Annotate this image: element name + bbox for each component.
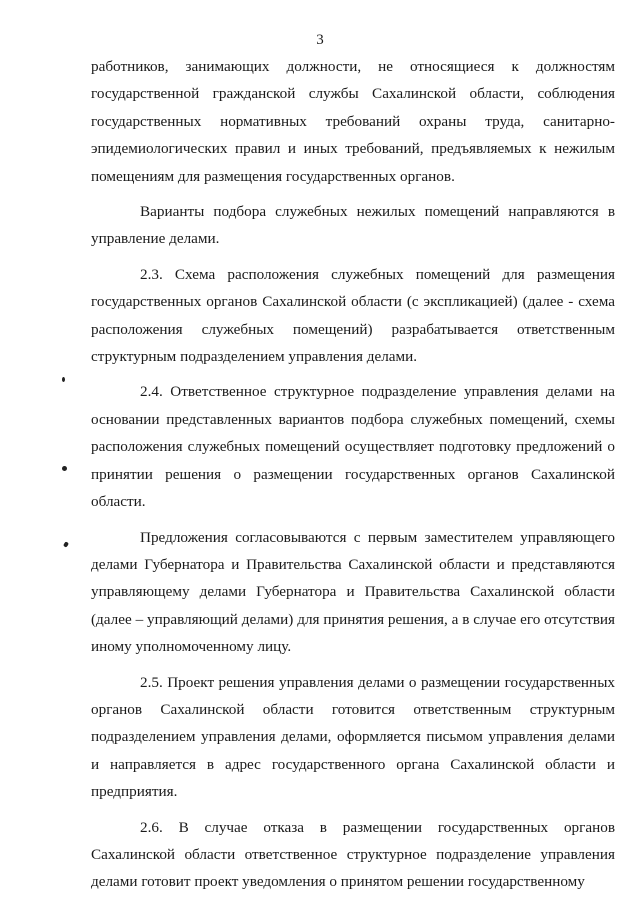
scan-artifact-mark <box>63 541 69 547</box>
scan-artifact-mark <box>62 377 65 382</box>
paragraph-continuation: работников, занимающих должности, не относящиеся к должностям государственной гражданской службы Сахалинской области, соблюдения государственных нормативных требований охраны труда, санитарно-эпидемиологических правил и иных требований, предъявляемых к нежилым помещениям для размещения государственных органов. <box>91 58 615 185</box>
paragraph-2-6: 2.6. В случае отказа в размещении государственных органов Сахалинской области ответственное структурное подразделение управления делами готовит проект уведомления о принятом решении государственному <box>91 818 615 891</box>
paragraph-2-3: 2.3. Схема расположения служебных помещений для размещения государственных органов Сахалинской области (с экспликацией) (далее - схема расположения служебных помещений) разрабатывается ответственным структурным подразделением управления делами. <box>91 265 615 366</box>
paragraph-2-5: 2.5. Проект решения управления делами о размещении государственных органов Сахалинской области готовится ответственным структурным подразделением управления делами, оформляется письмом управления делами и направляется в адрес государственного органа Сахалинской области и предприятия. <box>91 673 615 801</box>
paragraph-premises-options: Варианты подбора служебных нежилых помещений направляются в управление делами. <box>91 203 615 248</box>
page-number: 3 <box>316 32 324 48</box>
paragraph-proposals: Предложения согласовываются с первым заместителем управляющего делами Губернатора и Правительства Сахалинской области и представляются управляющему делами Губернатора и Правительства Сахалинской области (далее – управляющий делами) для принятия решения, а в случае его отсутствия иному уполномоченному лицу. <box>91 528 615 656</box>
paragraph-2-4: 2.4. Ответственное структурное подразделение управления делами на основании представленных вариантов подбора служебных помещений, схемы расположения служебных помещений осуществляет подготовку предложений о принятии решения о размещении государственных органов Сахалинской области. <box>91 383 615 511</box>
document-body <box>91 53 615 896</box>
scan-artifact-mark <box>62 466 67 471</box>
